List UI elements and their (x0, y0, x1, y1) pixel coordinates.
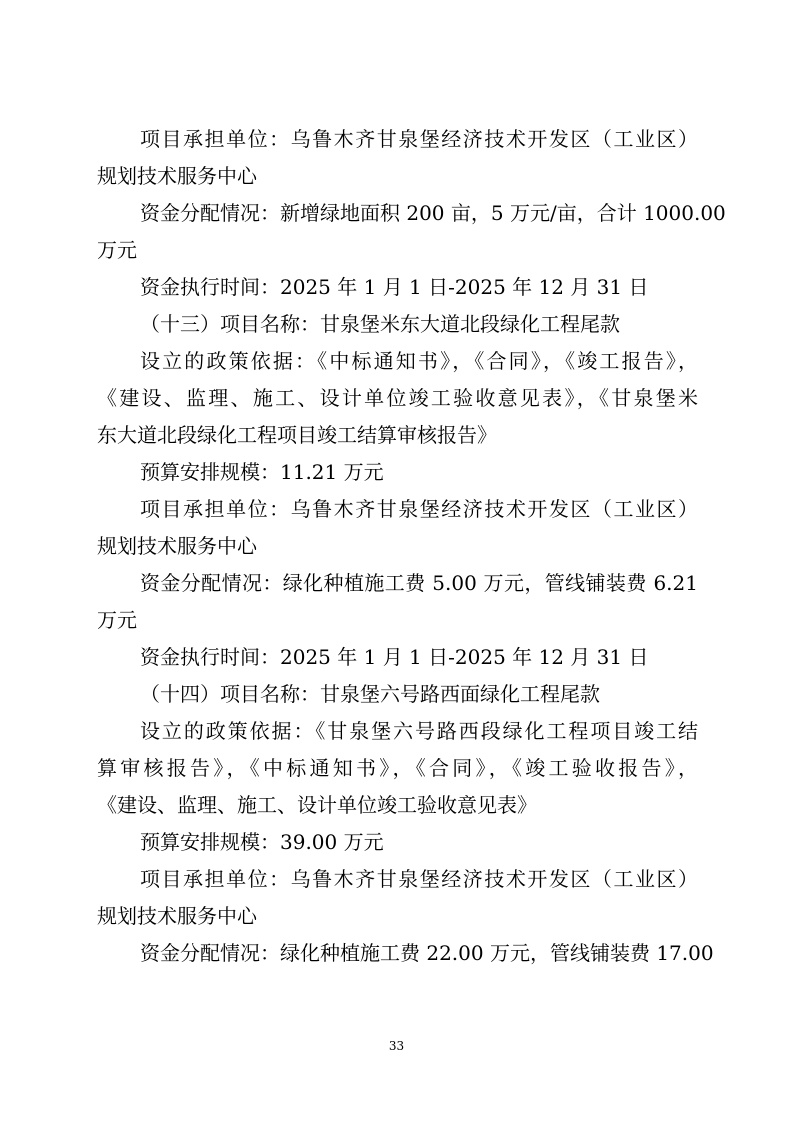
text-line-1: 项目承担单位：乌鲁木齐甘泉堡经济技术开发区（工业区） (140, 127, 698, 151)
text-line-3: 资金分配情况：新增绿地面积 200 亩，5 万元/亩，合计 1000.00 (140, 201, 726, 225)
text-line-8: 《建设、监理、施工、设计单位竣工验收意见表》，《甘泉堡米 (97, 386, 698, 410)
text-line-10: 预算安排规模：11.21 万元 (140, 460, 384, 484)
text-line-14: 万元 (97, 608, 137, 632)
text-line-22: 规划技术服务中心 (97, 904, 257, 928)
text-line-18: 算审核报告》，《中标通知书》，《合同》，《竣工验收报告》， (97, 756, 698, 780)
text-line-21: 项目承担单位：乌鲁木齐甘泉堡经济技术开发区（工业区） (140, 867, 698, 891)
text-line-20: 预算安排规模：39.00 万元 (140, 830, 384, 854)
text-line-2: 规划技术服务中心 (97, 164, 257, 188)
text-line-11: 项目承担单位：乌鲁木齐甘泉堡经济技术开发区（工业区） (140, 497, 698, 521)
text-line-15: 资金执行时间：2025 年 1 月 1 日-2025 年 12 月 31 日 (140, 645, 649, 669)
section-heading-14: （十四）项目名称：甘泉堡六号路西面绿化工程尾款 (140, 682, 600, 706)
text-line-12: 规划技术服务中心 (97, 534, 257, 558)
section-heading-13: （十三）项目名称：甘泉堡米东大道北段绿化工程尾款 (140, 312, 620, 336)
text-line-7: 设立的政策依据：《中标通知书》，《合同》，《竣工报告》， (140, 349, 698, 373)
text-line-5: 资金执行时间：2025 年 1 月 1 日-2025 年 12 月 31 日 (140, 275, 649, 299)
text-line-13: 资金分配情况：绿化种植施工费 5.00 万元，管线铺装费 6.21 (140, 571, 698, 595)
page-number: 33 (388, 1039, 405, 1053)
text-line-19: 《建设、监理、施工、设计单位竣工验收意见表》 (97, 793, 537, 817)
text-line-23: 资金分配情况：绿化种植施工费 22.00 万元，管线铺装费 17.00 (140, 941, 714, 965)
text-line-17: 设立的政策依据：《甘泉堡六号路西段绿化工程项目竣工结 (140, 719, 698, 743)
text-line-4: 万元 (97, 238, 137, 262)
text-line-9: 东大道北段绿化工程项目竣工结算审核报告》 (97, 423, 497, 447)
